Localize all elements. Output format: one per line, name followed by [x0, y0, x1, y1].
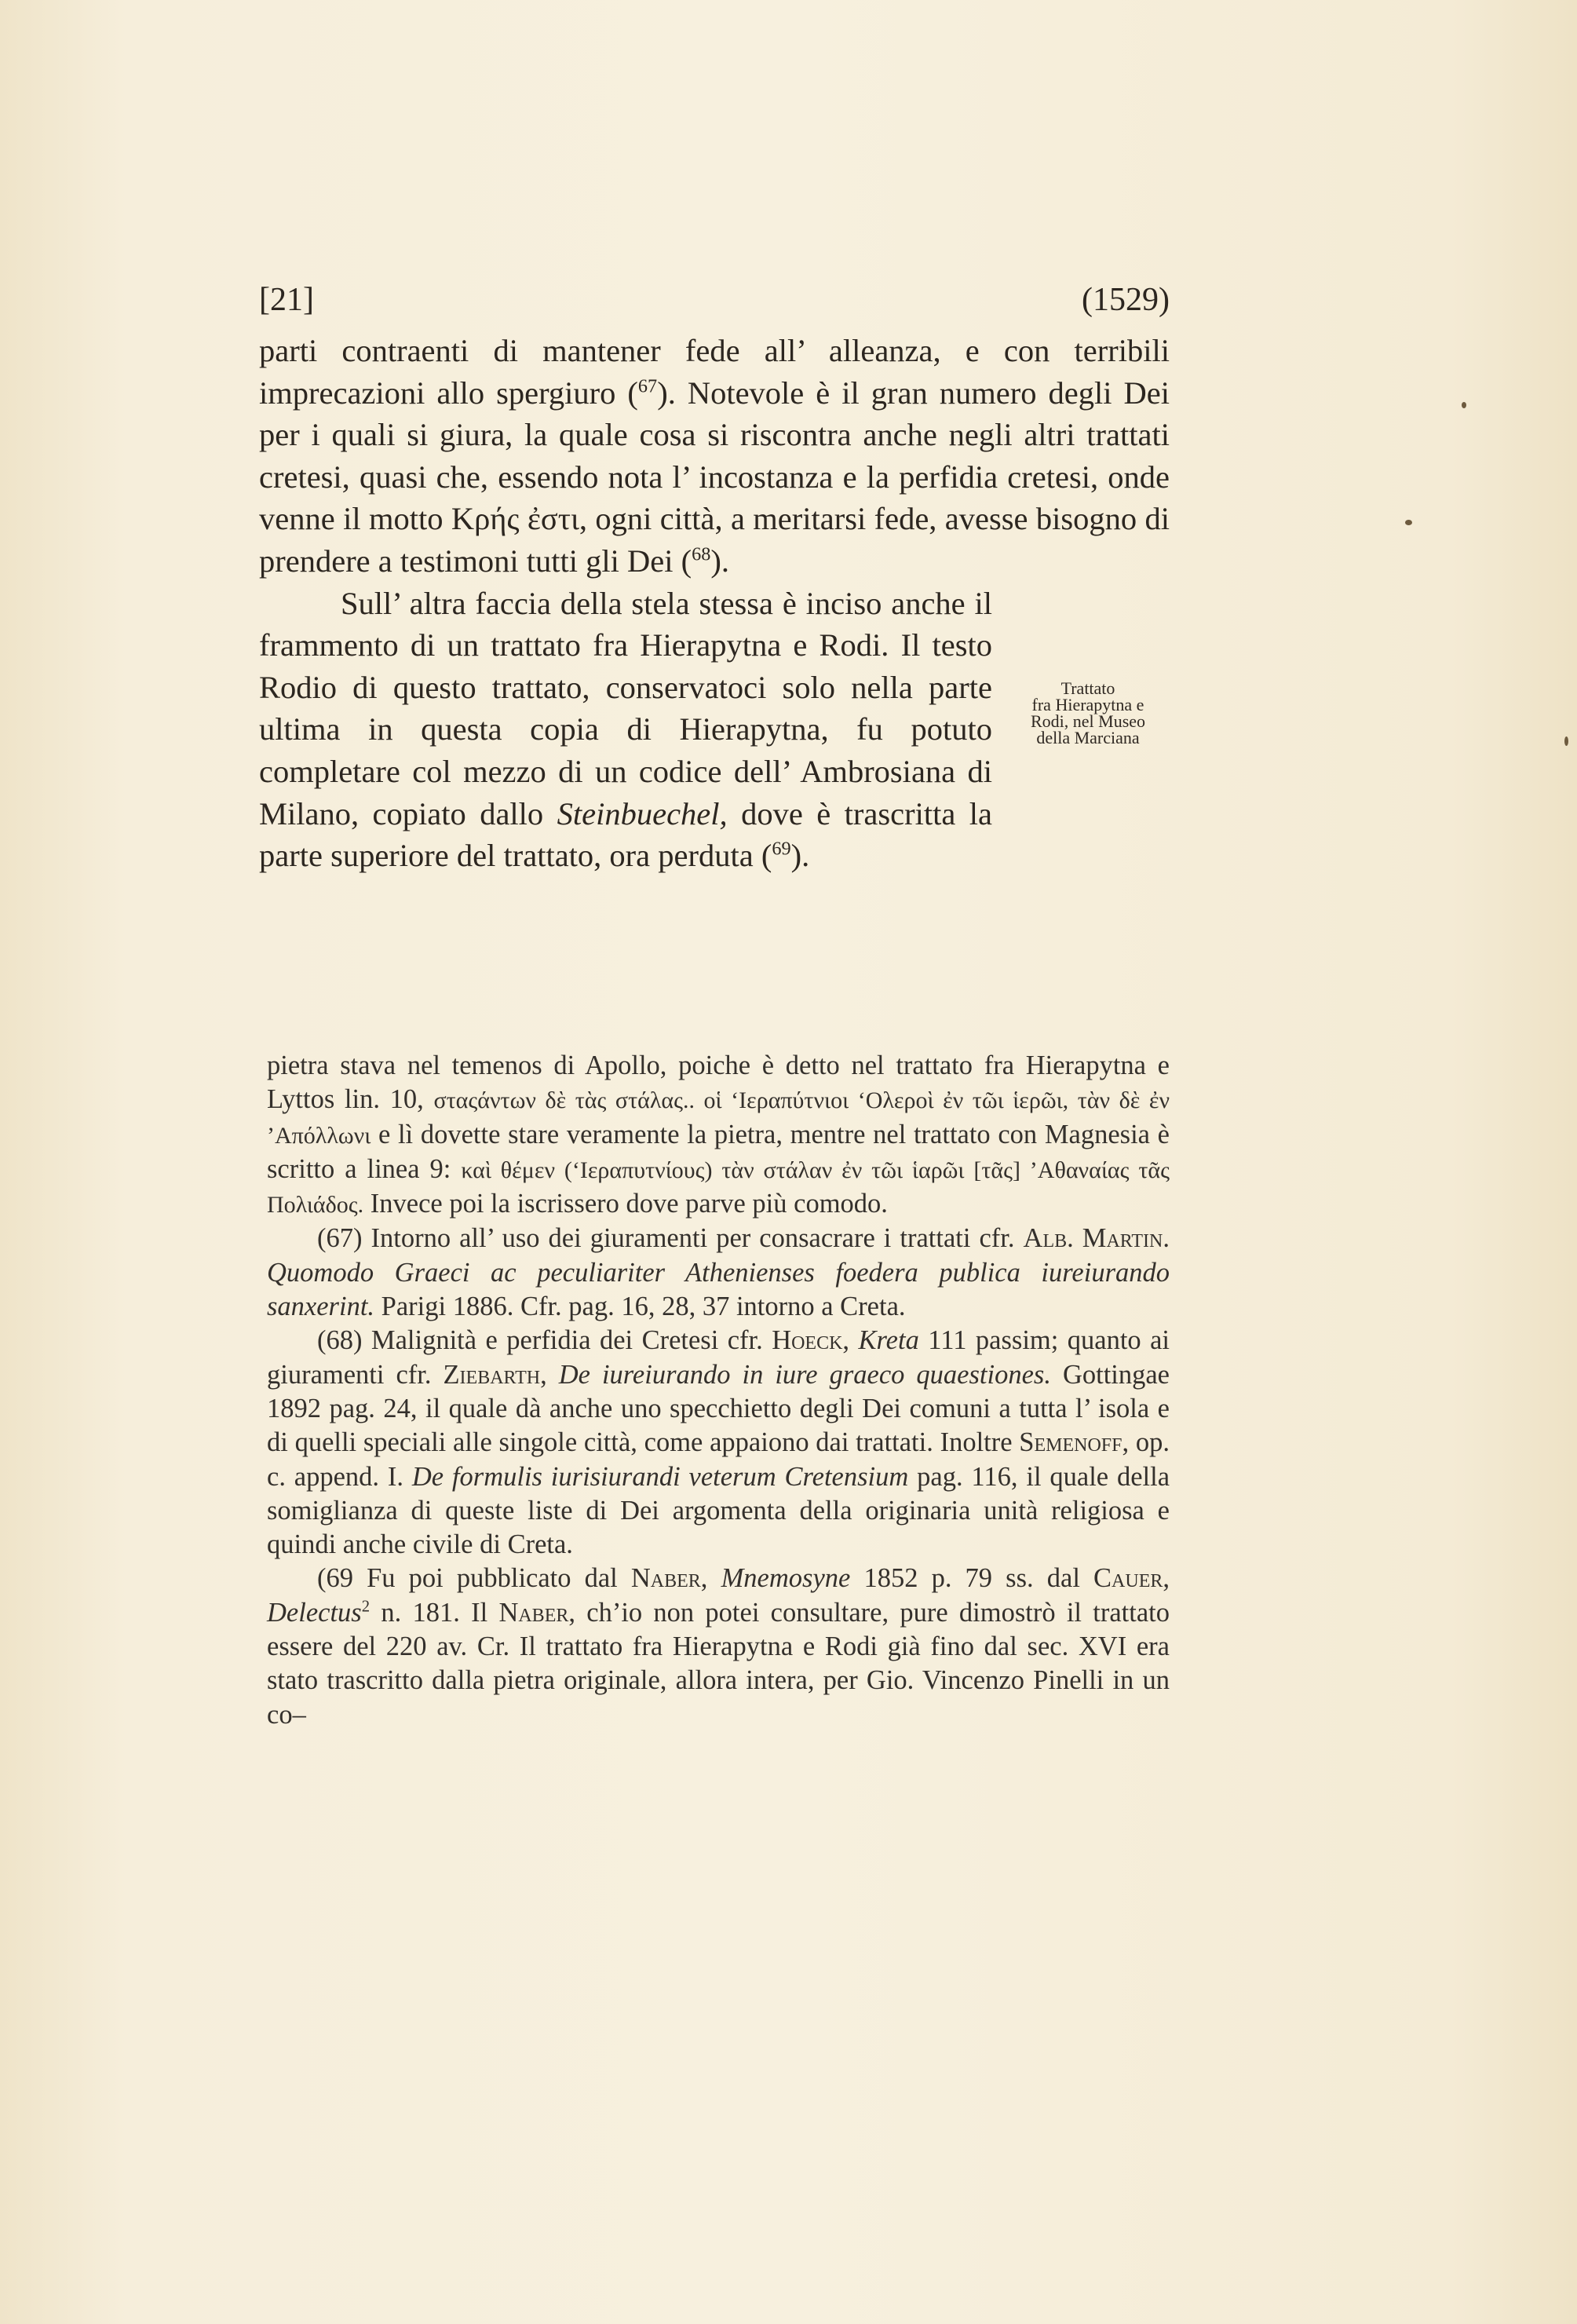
page-number-bracketed: [21]: [259, 282, 314, 318]
footnote-67: (67) Intorno all’ uso dei giuramenti per consacrare i trattati cfr. Alb. Martin. Quomodo Graeci ac peculiariter Athenienses foedera publica iureiurando sanxerint. Parigi 1886. Cfr. pag. 16, 28, 37 intorno a Creta.: [267, 1223, 1170, 1322]
footnote-ref-67: 67: [637, 375, 658, 397]
paragraph-2: Sull’ altra faccia della stela stessa è inciso anche il frammento di un trattato fra Hierapytna e Rodi. Il testo Rodio di questo trattato, conservatoci solo nella parte ultima in questa copia di Hierapytna, fu potuto completare col mezzo di un codice dell’ Ambrosiana di Milano, copiato dallo Steinbuechel, dove è trascritta la parte superiore del trattato, ora perduta ($^{69}$).: [259, 585, 992, 874]
paper-speck: [1405, 520, 1412, 525]
footnote-69: (69 Fu poi pubblicato dal Naber, Mnemosyne 1852 p. 79 ss. dal Cauer, Delectus$^2$ n. 181. Il Naber, ch’io non potei consultare, pure dimostrò il trattato essere del 220 av. Cr. Il trattato fra Hierapytna e Rodi già fino dal sec. XVI era stato trascritto dalla pietra originale, allora intera, per Gio. Vincenzo Pinelli in un co–: [267, 1563, 1170, 1730]
greek-quotation: καὶ θέμεν (‘Ιεραπυτνίους) τὰν στάλαν ἐν τῶι ἱαρῶι [τᾶς] ’Αθαναίας τᾶς Πολιάδος.: [267, 1157, 1170, 1219]
greek-motto: Κρής ἐστι,: [451, 501, 588, 537]
paper-speck: [1564, 736, 1568, 746]
footnote-ref-69: 69: [772, 838, 791, 860]
footnote-continued: pietra stava nel temenos di Apollo, poiche è detto nel trattato fra Hierapytna e Lyttos lin. 10, σταςάντων δὲ τὰς στάλας.. οἱ ‘Ιεραπύτνιοι ‘Ολεροὶ ἐν τῶι ἱερῶι, τὰν δὲ ἐν ’Απόλλωνι e lì dovette stare veramente la pietra, mentre nel trattato con Magnesia è scritto a linea 9: καὶ θέμεν (‘Ιεραπυτνίους) τὰν στάλαν ἐν τῶι ἱαρῶι [τᾶς] ’Αθαναίας τᾶς Πολιάδος. Invece poi la iscrissero dove parve più comodo.: [267, 1051, 1170, 1219]
marginal-note: Trattato fra Hierapytna e Rodi, nel Museo della Marciana: [1030, 678, 1146, 747]
footnote-ref-68: 68: [692, 543, 711, 565]
page-number-parenthetical: (1529): [1082, 282, 1170, 318]
greek-quotation: σταςάντων δὲ τὰς στάλας.. οἱ ‘Ιεραπύτνιοι ‘Ολεροὶ ἐν τῶι ἱερῶι, τὰν δὲ ἐν ’Απόλλωνι: [267, 1087, 1170, 1149]
running-header: [259, 281, 1170, 328]
main-text: [259, 330, 1170, 877]
footnote-68: (68) Malignità e perfidia dei Cretesi cfr. Hoeck, Kreta 111 passim; quanto ai giuramenti cfr. Ziebarth, De iureiurando in iure graeco quaestiones. Gottingae 1892 pag. 24, il quale dà anche uno specchietto degli Dei comuni a tutta l’ isola e di quelli speciali alle singole città, come appaiono dai trattati. Inoltre Semenoff, op. c. append. I. De formulis iurisiurandi veterum Cretensium pag. 116, il quale della somiglianza di queste liste di Dei argomenta della originaria unità religiosa e quindi anche civile di Creta.: [267, 1325, 1170, 1560]
name-steinbuechel: Steinbuechel,: [557, 795, 728, 831]
footnotes: [267, 1049, 1170, 1732]
paper-speck: [1462, 402, 1466, 408]
paragraph-1: parti contraenti di mantener fede all’ alleanza, e con terribili imprecazioni allo spergiuro ($^{67}$). Notevole è il gran numero degli Dei per i quali si giura, la quale cosa si riscontra anche negli altri trattati cretesi, quasi che, essendo nota l’ incostanza e la perfidia cretesi, onde venne il motto Κρής ἐστι, ogni città, a meritarsi fede, avesse bisogno di prendere a testimoni tutti gli Dei ($^{68}$).: [259, 333, 1170, 579]
